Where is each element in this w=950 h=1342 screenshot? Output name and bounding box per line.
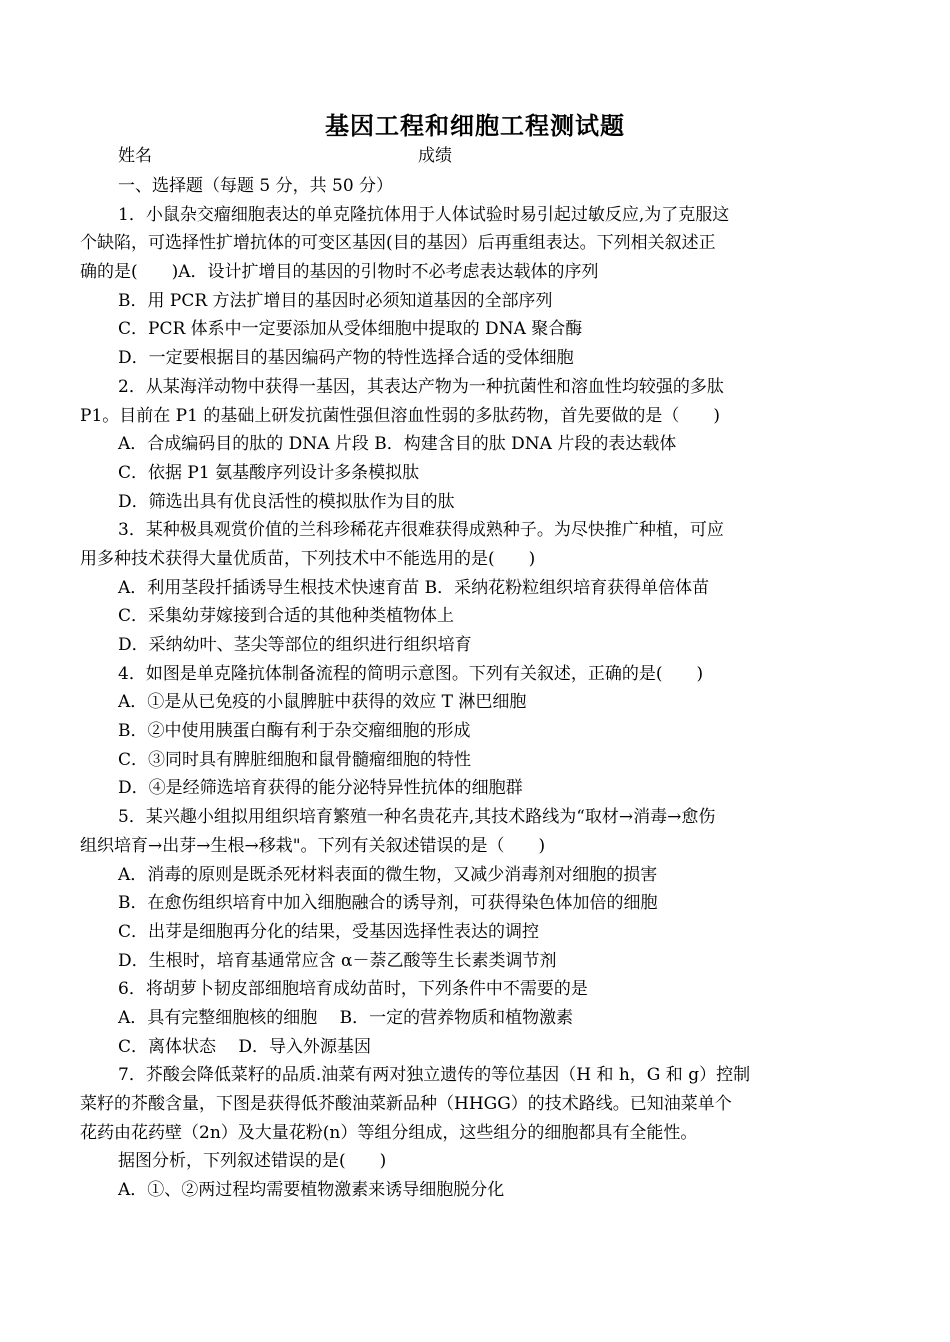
text-line: 7．芥酸会降低菜籽的品质.油菜有两对独立遗传的等位基因（H 和 h，G 和 g）控制 [118,1065,751,1086]
text-line: 据图分析，下列叙述错误的是( ) [118,1151,387,1172]
document-body [80,172,815,1205]
text-line: C．出芽是细胞再分化的结果，受基因选择性表达的调控 [118,921,540,942]
page-title: 基因工程和细胞工程测试题 [325,112,625,140]
text-line: A．具有完整细胞核的细胞 B．一定的营养物质和植物激素 [118,1007,574,1028]
text-line: D．生根时，培育基通常应含 α－萘乙酸等生长素类调节剂 [118,950,557,971]
text-line: C．依据 P1 氨基酸序列设计多条模拟肽 [118,462,420,483]
text-line: D．采纳幼叶、茎尖等部位的组织进行组织培育 [118,635,472,655]
text-line: A．合成编码目的肽的 DNA 片段 B．构建含目的肽 DNA 片段的表达载体 [118,434,677,455]
text-line: A．①是从已免疫的小鼠脾脏中获得的效应 T 淋巴细胞 [118,692,527,713]
text-line: C．采集幼芽嫁接到合适的其他种类植物体上 [118,606,455,627]
text-line: C．③同时具有脾脏细胞和鼠骨髓瘤细胞的特性 [118,749,472,770]
text-line: 个缺陷，可选择性扩增抗体的可变区基因(目的基因）后再重组表达。下列相关叙述正 [80,233,716,254]
text-line: 菜籽的芥酸含量，下图是获得低芥酸油菜新品种（HHGG）的技术路线。已知油菜单个 [80,1094,732,1114]
text-line: A．消毒的原则是既杀死材料表面的微生物，又减少消毒剂对细胞的损害 [118,864,658,885]
text-line: B．②中使用胰蛋白酶有利于杂交瘤细胞的形成 [118,721,471,742]
text-line: 2．从某海洋动物中获得一基因，其表达产物为一种抗菌性和溶血性均较强的多肽 [118,376,724,397]
text-line: 组织培育→出芽→生根→移栽"。下列有关叙述错误的是（ ) [80,835,546,856]
text-line: D．一定要根据目的基因编码产物的特性选择合适的受体细胞 [118,348,574,369]
text-line: 4．如图是单克隆抗体制备流程的简明示意图。下列有关叙述，正确的是( ) [118,663,704,684]
text-line: C．PCR 体系中一定要添加从受体细胞中提取的 DNA 聚合酶 [118,319,583,340]
text-line: 1．小鼠杂交瘤细胞表达的单克隆抗体用于人体试验时易引起过敏反应,为了克服这 [118,204,730,225]
text-line: 3．某种极具观赏价值的兰科珍稀花卉很难获得成熟种子。为尽快推广种植，可应 [118,520,724,541]
text-line: B．在愈伤组织培育中加入细胞融合的诱导剂，可获得染色体加倍的细胞 [118,893,658,914]
text-line: 一、选择题（每题 5 分，共 50 分） [118,176,394,196]
text-line: D．④是经筛选培育获得的能分泌特异性抗体的细胞群 [118,778,523,799]
text-line: 6．将胡萝卜韧皮部细胞培育成幼苗时，下列条件中不需要的是 [118,979,588,1000]
text-line: A．利用茎段扦插诱导生根技术快速育苗 B．采纳花粉粒组织培育获得单倍体苗 [118,577,710,598]
text-line: 确的是( )A．设计扩增目的基因的引物时不必考虑表达载体的序列 [80,262,599,283]
text-line: C．离体状态 D．导入外源基因 [118,1036,372,1057]
text-line: 5．某兴趣小组拟用组织培育繁殖一种名贵花卉,其技术路线为“取材→消毒→愈伤 [118,807,716,828]
text-line: B．用 PCR 方法扩增目的基因时必须知道基因的全部序列 [118,290,553,311]
text-line: 用多种技术获得大量优质苗，下列技术中不能选用的是( ) [80,548,536,569]
name-label: 姓名 [118,146,152,166]
text-line: D．筛选出具有优良活性的模拟肽作为目的肽 [118,491,455,512]
text-line: A．①、②两过程均需要植物激素来诱导细胞脱分化 [118,1180,505,1201]
text-line: 花药由花药壁（2n）及大量花粉(n）等组分组成，这些组分的细胞都具有全能性。 [80,1122,698,1143]
text-line: P1。目前在 P1 的基础上研发抗菌性强但溶血性弱的多肽药物，首先要做的是（ ) [80,405,720,426]
score-label: 成绩 [418,146,452,166]
